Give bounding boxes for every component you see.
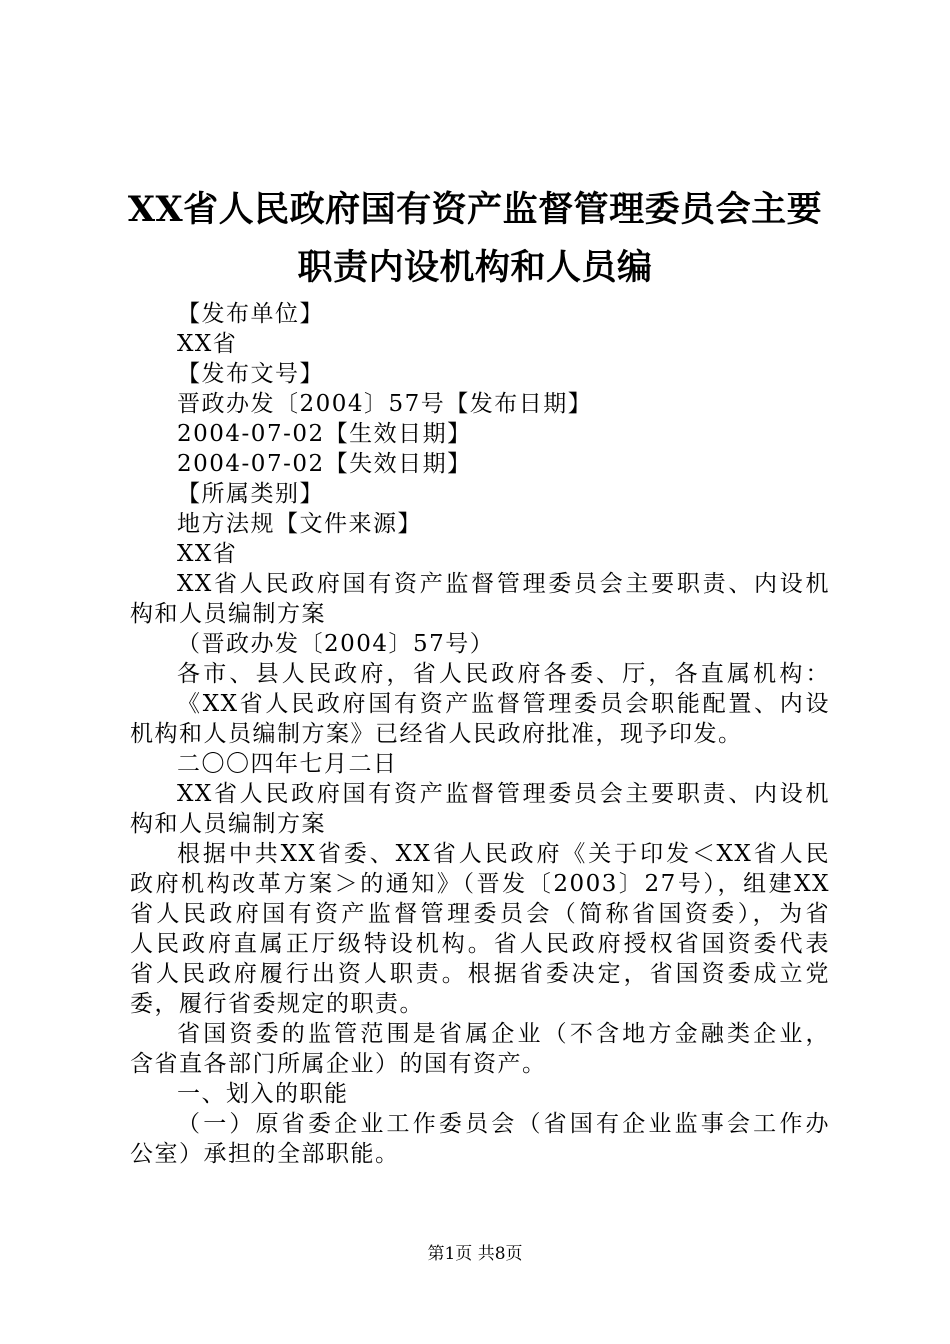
body-text-line: 省国资委的监管范围是省属企业（不含地方金融类企业，: [177, 1021, 830, 1047]
document-body: [130, 299, 830, 1169]
body-text-line: （晋政办发〔2004〕57号）: [177, 631, 495, 657]
body-text-line: 公室）承担的全部职能。: [130, 1141, 400, 1167]
body-text-line: 政府机构改革方案＞的通知》（晋发〔2003〕27号），组建XX: [130, 871, 830, 897]
body-text-line: XX省人民政府国有资产监督管理委员会主要职责、内设机: [177, 571, 830, 597]
body-text-line: 【发布单位】: [177, 301, 324, 327]
body-text-line: 2004-07-02【失效日期】: [177, 451, 472, 477]
body-text-line: 人民政府直属正厅级特设机构。省人民政府授权省国资委代表: [130, 931, 830, 957]
body-text-line: 晋政办发〔2004〕57号【发布日期】: [177, 391, 593, 417]
body-text-line: XX省人民政府国有资产监督管理委员会主要职责、内设机: [177, 781, 830, 807]
document-title-line-2: 职责内设机构和人员编: [297, 247, 653, 288]
body-text-line: 机构和人员编制方案》已经省人民政府批准，现予印发。: [130, 721, 743, 747]
body-text-line: 2004-07-02【生效日期】: [177, 421, 472, 447]
body-text-line: XX省: [177, 541, 238, 567]
body-text-line: 二〇〇四年七月二日: [177, 751, 398, 777]
page-number-footer: 第1页 共8页: [427, 1244, 523, 1264]
body-text-line: 省人民政府履行出资人职责。根据省委决定，省国资委成立党: [130, 961, 830, 987]
body-text-line: 委，履行省委规定的职责。: [130, 991, 424, 1017]
body-text-line: （一）原省委企业工作委员会（省国有企业监事会工作办: [177, 1111, 830, 1137]
body-text-line: 【所属类别】: [177, 481, 324, 507]
body-text-line: 构和人员编制方案: [130, 601, 326, 627]
body-text-line: 《XX省人民政府国有资产监督管理委员会职能配置、内设: [177, 691, 830, 717]
body-text-line: 地方法规【文件来源】: [177, 511, 422, 537]
body-text-line: 省人民政府国有资产监督管理委员会（简称省国资委），为省: [130, 901, 830, 927]
body-text-line: XX省: [177, 331, 238, 357]
body-text-line: 【发布文号】: [177, 361, 324, 387]
body-text-line: 根据中共XX省委、XX省人民政府《关于印发＜XX省人民: [177, 841, 830, 867]
body-text-line: 构和人员编制方案: [130, 811, 326, 837]
body-text-line: 含省直各部门所属企业）的国有资产。: [130, 1051, 547, 1077]
document-title-line-1: XX省人民政府国有资产监督管理委员会主要: [127, 189, 823, 230]
body-text-line: 一、划入的职能: [177, 1081, 349, 1107]
body-text-line: 各市、县人民政府，省人民政府各委、厅，各直属机构：: [177, 661, 830, 687]
